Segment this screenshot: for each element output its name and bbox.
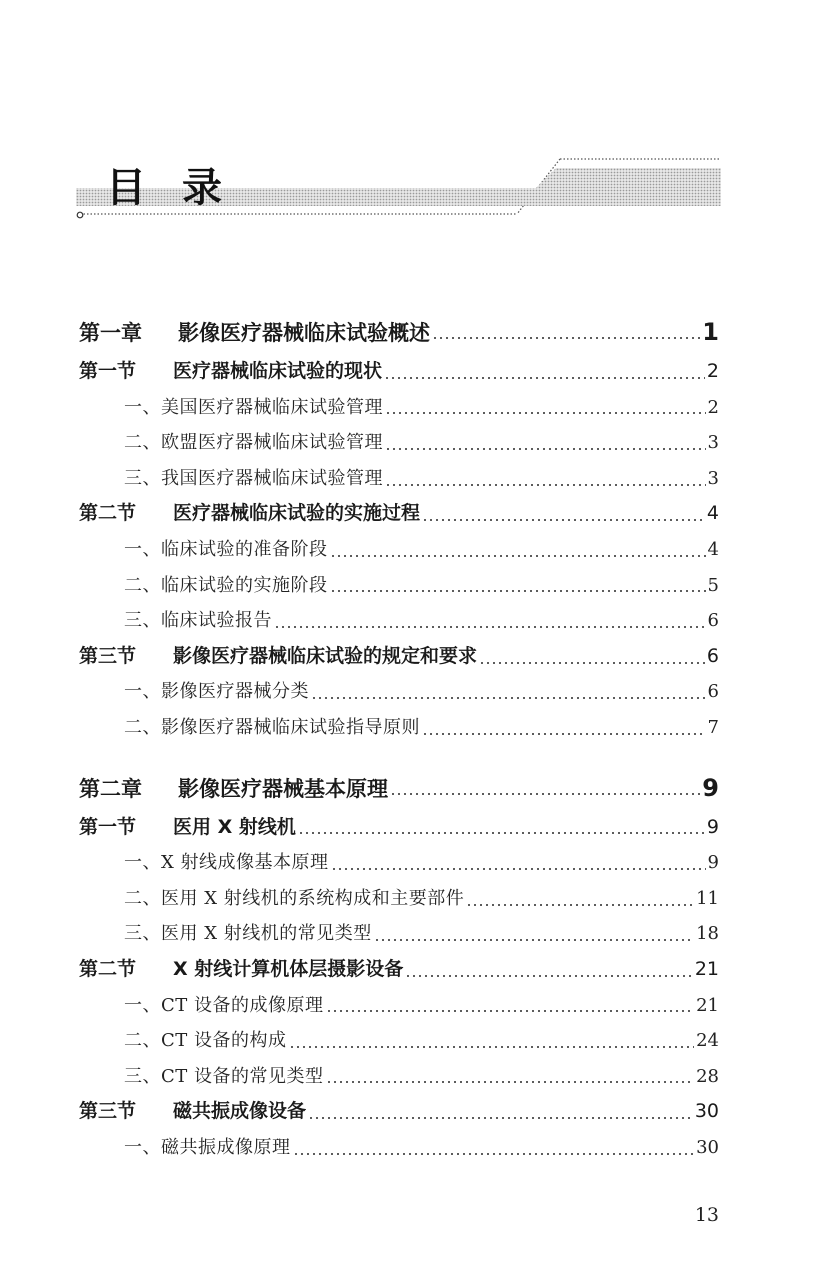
toc-entry-page: 2 <box>707 396 719 418</box>
toc-entry-page: 9 <box>702 773 719 802</box>
toc-entry-page: 2 <box>706 360 719 382</box>
toc-item-row[interactable] <box>79 461 719 497</box>
toc-entry-page: 4 <box>706 502 719 525</box>
toc-chapter-label: 第一章 <box>79 321 142 345</box>
toc-entry-title: 医用 X 射线机 <box>173 815 296 838</box>
dot-leader <box>293 1146 695 1156</box>
toc-entry-title: 影像医疗器械临床试验概述 <box>178 321 430 345</box>
dot-leader <box>384 370 705 380</box>
toc-entry-title: 影像医疗器械临床试验的规定和要求 <box>173 644 478 667</box>
toc-entry-title: 二、CT 设备的构成 <box>124 1030 287 1052</box>
toc-section-label: 第三节 <box>79 1100 137 1123</box>
dot-leader <box>311 690 706 700</box>
toc-item-row[interactable] <box>79 916 719 952</box>
toc-entry-page: 6 <box>707 681 719 703</box>
toc-entry-title: X 射线计算机体层摄影设备 <box>173 957 404 980</box>
toc-entry-title: 一、X 射线成像基本原理 <box>124 852 329 874</box>
toc-entry-title: 二、影像医疗器械临床试验指导原则 <box>124 716 420 738</box>
toc-entry-title: 一、磁共振成像原理 <box>124 1136 291 1158</box>
toc-entry-page: 30 <box>696 1136 719 1158</box>
dot-leader <box>466 897 694 907</box>
toc-entry-title: 医疗器械临床试验的实施过程 <box>173 502 421 525</box>
dot-leader <box>274 619 706 629</box>
toc-item-row[interactable] <box>79 425 719 461</box>
toc-chapter-label: 第二章 <box>79 776 142 801</box>
dot-leader <box>385 405 706 415</box>
toc-section-row[interactable] <box>79 952 719 988</box>
dot-leader <box>422 726 706 736</box>
dot-leader <box>479 655 705 665</box>
toc-entry-page: 30 <box>694 1100 719 1123</box>
toc-item-row[interactable] <box>79 1059 719 1095</box>
dot-leader <box>390 786 700 796</box>
dot-leader <box>330 583 706 593</box>
toc-entry-title: 一、CT 设备的成像原理 <box>124 994 324 1016</box>
toc-entry-page: 28 <box>696 1065 719 1087</box>
page-number: 13 <box>694 1204 719 1226</box>
toc-section-row[interactable] <box>79 496 719 532</box>
toc-entry-title: 二、欧盟医疗器械临床试验管理 <box>124 432 383 454</box>
toc-section-row[interactable] <box>79 1094 719 1130</box>
toc-item-row[interactable] <box>79 1130 719 1166</box>
toc-section-row[interactable] <box>79 810 719 846</box>
toc-item-row[interactable] <box>79 390 719 426</box>
dot-leader <box>330 548 706 558</box>
toc-entry-page: 3 <box>707 432 719 454</box>
toc-entry-title: 三、医用 X 射线机的常见类型 <box>124 923 372 945</box>
toc-entry-title: 影像医疗器械基本原理 <box>178 776 388 801</box>
dot-leader <box>432 330 700 340</box>
toc-item-row[interactable] <box>79 845 719 881</box>
toc-item-row[interactable] <box>79 1023 719 1059</box>
dot-leader <box>298 825 705 835</box>
toc-entry-page: 18 <box>696 923 719 945</box>
toc-entry-title: 三、我国医疗器械临床试验管理 <box>124 467 383 489</box>
table-of-contents <box>79 310 719 1165</box>
toc-section-row[interactable] <box>79 639 719 675</box>
toc-entry-title: 二、医用 X 射线机的系统构成和主要部件 <box>124 887 465 909</box>
dot-leader <box>308 1110 693 1120</box>
dot-leader <box>385 477 706 487</box>
toc-entry-page: 7 <box>707 716 719 738</box>
toc-entry-page: 6 <box>707 610 719 632</box>
toc-entry-title: 一、影像医疗器械分类 <box>124 681 309 703</box>
toc-item-row[interactable] <box>79 568 719 604</box>
toc-item-row[interactable] <box>79 532 719 568</box>
toc-entry-title: 二、临床试验的实施阶段 <box>124 574 328 596</box>
toc-entry-page: 5 <box>707 574 719 596</box>
toc-chapter-row[interactable] <box>79 310 719 354</box>
toc-section-label: 第二节 <box>79 957 137 980</box>
toc-entry-title: 一、美国医疗器械临床试验管理 <box>124 396 383 418</box>
toc-heading: 目录 <box>106 165 258 211</box>
toc-entry-title: 医疗器械临床试验的现状 <box>173 360 383 382</box>
dot-leader <box>422 512 705 522</box>
toc-entry-page: 21 <box>696 994 719 1016</box>
toc-section-row[interactable] <box>79 354 719 390</box>
toc-entry-title: 磁共振成像设备 <box>173 1100 307 1123</box>
toc-entry-page: 24 <box>696 1030 719 1052</box>
toc-entry-page: 9 <box>706 815 719 838</box>
toc-item-row[interactable] <box>79 603 719 639</box>
toc-item-row[interactable] <box>79 881 719 917</box>
toc-entry-page: 4 <box>707 538 719 560</box>
toc-item-row[interactable] <box>79 988 719 1024</box>
toc-heading-banner <box>76 150 721 230</box>
toc-item-row[interactable] <box>79 674 719 710</box>
toc-item-row[interactable] <box>79 710 719 746</box>
toc-entry-page: 6 <box>706 644 719 667</box>
dot-leader <box>289 1039 695 1049</box>
dot-leader <box>326 1003 695 1013</box>
toc-section-label: 第一节 <box>79 360 137 382</box>
toc-entry-page: 3 <box>707 467 719 489</box>
toc-section-label: 第三节 <box>79 644 137 667</box>
toc-entry-title: 三、CT 设备的常见类型 <box>124 1065 324 1087</box>
toc-chapter-row[interactable] <box>79 766 719 810</box>
dot-leader <box>331 861 706 871</box>
toc-section-label: 第二节 <box>79 502 137 525</box>
dot-leader <box>405 968 693 978</box>
toc-entry-page: 9 <box>707 852 719 874</box>
dot-leader <box>374 932 694 942</box>
toc-section-label: 第一节 <box>79 815 137 838</box>
toc-entry-title: 三、临床试验报告 <box>124 610 272 632</box>
toc-entry-title: 一、临床试验的准备阶段 <box>124 538 328 560</box>
dot-leader <box>326 1074 695 1084</box>
toc-entry-page: 21 <box>694 957 719 980</box>
toc-entry-page: 11 <box>696 887 719 909</box>
toc-entry-page: 1 <box>702 318 719 346</box>
dot-leader <box>385 441 706 451</box>
